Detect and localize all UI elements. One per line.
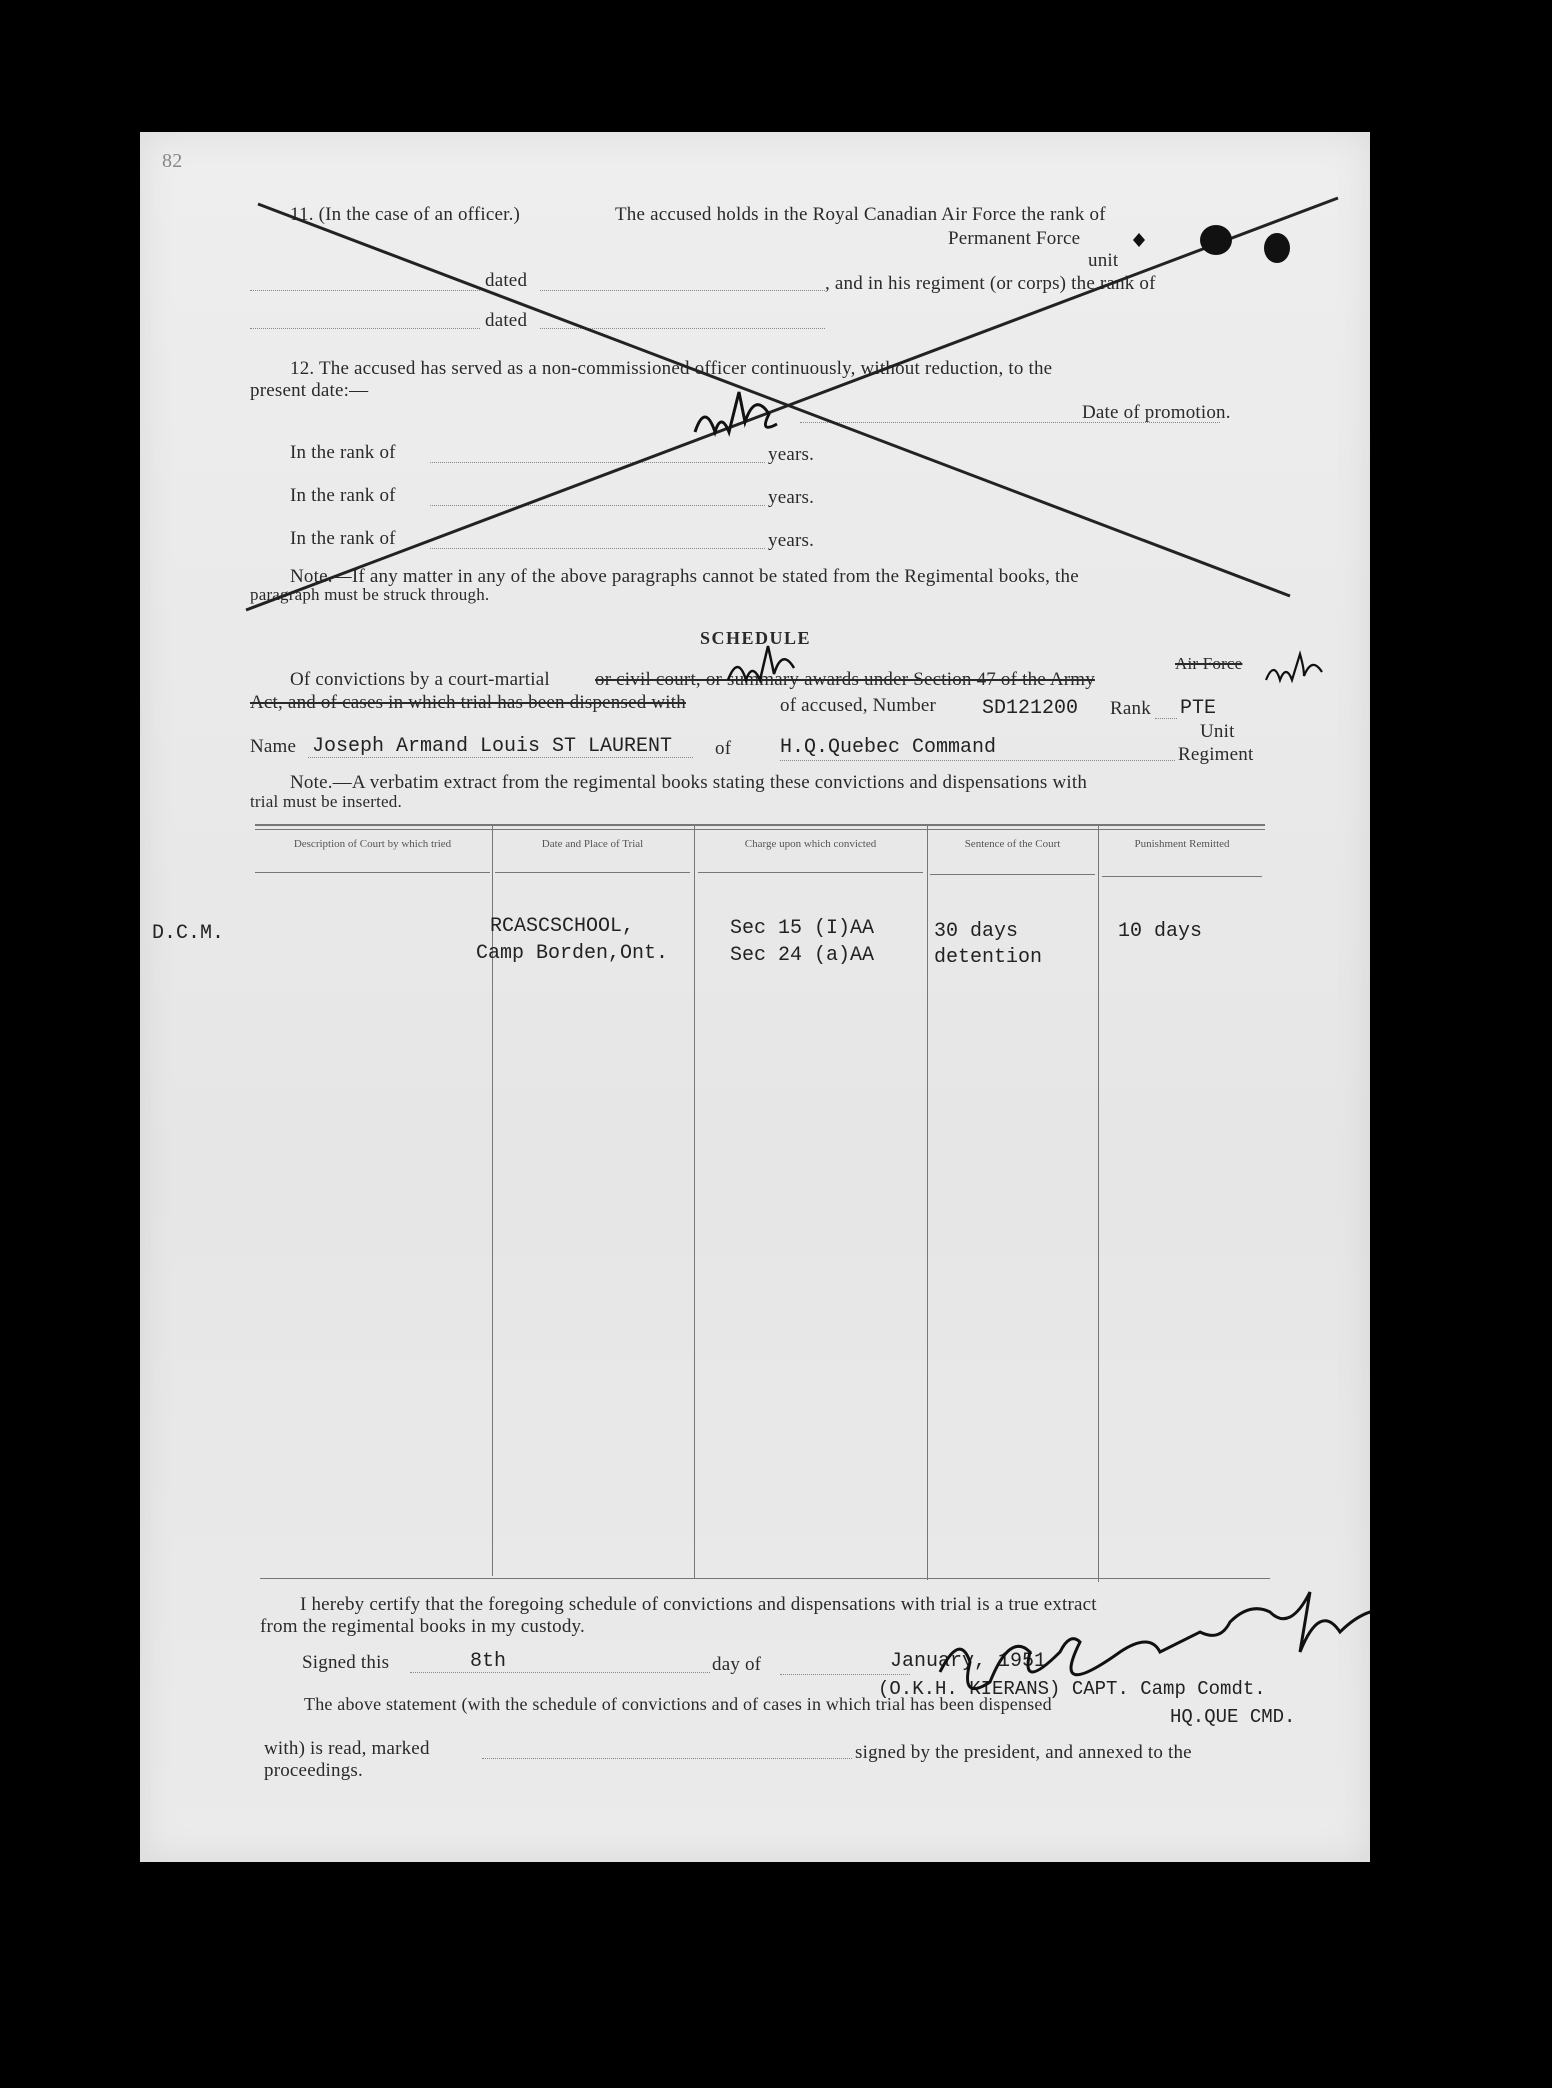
section-11-unit: unit	[1088, 250, 1119, 271]
unit-name: H.Q.Quebec Command	[780, 736, 997, 759]
header-date-place: Date and Place of Trial	[541, 838, 644, 850]
schedule-line-2-struck: Act, and of cases in which trial has been dispensed with	[250, 692, 686, 713]
statement-line-4: proceedings.	[264, 1760, 363, 1781]
name-label: Name	[250, 736, 297, 757]
certify-line-2: from the regimental books in my custody.	[260, 1616, 585, 1637]
section-11-regiment-text: , and in his regiment (or corps) the rank of	[825, 273, 1156, 294]
row-place-1: RCASCSCHOOL,	[490, 915, 635, 938]
handwritten-nil-mark	[728, 646, 794, 680]
signing-command: HQ.QUE CMD.	[1170, 1706, 1296, 1728]
header-charge: Charge upon which convicted	[744, 838, 877, 850]
rank-label-3: In the rank of	[290, 528, 396, 549]
page-number: 82	[162, 150, 183, 172]
schedule-note-1: Note.—A verbatim extract from the regimental books stating these convictions and dispensations with	[290, 772, 1088, 793]
section-11-permanent-force: Permanent Force	[948, 228, 1081, 249]
schedule-line-1-struck: or civil court, or summary awards under Section 47 of the Army	[595, 669, 1095, 690]
row-place-2: Camp Borden,Ont.	[476, 942, 669, 965]
rank-label-1: In the rank of	[290, 442, 396, 463]
ink-blot	[1133, 233, 1145, 247]
schedule-line-1-start: Of convictions by a court-martial	[290, 669, 550, 690]
row-charge-1: Sec 15 (I)AA	[730, 917, 875, 940]
row-sentence-2: detention	[934, 946, 1043, 969]
schedule-note-2: trial must be inserted.	[250, 792, 402, 811]
ink-blot	[1200, 225, 1232, 255]
row-court: D.C.M.	[152, 922, 225, 945]
section-11-dated-2: dated	[485, 310, 528, 331]
statement-line-1: The above statement (with the schedule of convictions and of cases in which trial has been dispensed	[304, 1694, 1052, 1714]
signing-officer: (O.K.H. KIERANS) CAPT. Camp Comdt.	[878, 1678, 1266, 1700]
section-11-lead: 11. (In the case of an officer.)	[290, 204, 521, 225]
schedule-line-2-end: of accused, Number	[780, 695, 937, 716]
schedule-air-force: Air Force	[1175, 654, 1243, 673]
certify-line-1: I hereby certify that the foregoing schedule of convictions and dispensations with trial is a true extract	[300, 1594, 1097, 1615]
accused-name: Joseph Armand Louis ST LAURENT	[312, 735, 673, 758]
of-label: of	[715, 738, 732, 759]
date-of-promotion-label: Date of promotion.	[1082, 402, 1231, 423]
header-court: Description of Court by which tried	[293, 838, 452, 850]
header-sentence: Sentence of the Court	[964, 838, 1061, 850]
years-label-1: years.	[768, 444, 815, 465]
statement-line-3: signed by the president, and annexed to the	[855, 1742, 1192, 1763]
signed-this-label: Signed this	[302, 1652, 390, 1673]
statement-line-2: with) is read, marked	[264, 1738, 430, 1759]
section-12-text-2: present date:—	[250, 380, 369, 401]
row-charge-2: Sec 24 (a)AA	[730, 944, 875, 967]
ink-blot	[1264, 233, 1290, 263]
header-remitted: Punishment Remitted	[1134, 838, 1230, 850]
section-12-note-1: Note.—If any matter in any of the above paragraphs cannot be stated from the Regimental books, the	[290, 566, 1079, 587]
signed-day: 8th	[470, 1650, 507, 1673]
section-12-text-1: 12. The accused has served as a non-commissioned officer continuously, without reduction, to the	[290, 358, 1053, 379]
row-remitted: 10 days	[1118, 920, 1203, 943]
accused-rank: PTE	[1180, 697, 1217, 720]
section-12-note-2: paragraph must be struck through.	[250, 585, 490, 604]
document-page	[140, 132, 1370, 1862]
years-label-3: years.	[768, 530, 815, 551]
accused-number: SD121200	[982, 697, 1079, 720]
handwritten-nil-mark	[1266, 654, 1322, 680]
unit-label: Unit	[1200, 721, 1235, 742]
regiment-label: Regiment	[1178, 744, 1254, 765]
handwriting-overlay	[140, 132, 1370, 1862]
rank-label-2: In the rank of	[290, 485, 396, 506]
years-label-2: years.	[768, 487, 815, 508]
signature	[940, 1592, 1370, 1689]
rank-label: Rank	[1110, 698, 1151, 719]
schedule-title: SCHEDULE	[700, 628, 812, 648]
section-11-text: The accused holds in the Royal Canadian Air Force the rank of	[615, 204, 1106, 225]
section-11-dated-1: dated	[485, 270, 528, 291]
signed-month-year: January, 1951	[890, 1650, 1047, 1673]
day-of-label: day of	[712, 1654, 762, 1675]
row-sentence-1: 30 days	[934, 920, 1019, 943]
